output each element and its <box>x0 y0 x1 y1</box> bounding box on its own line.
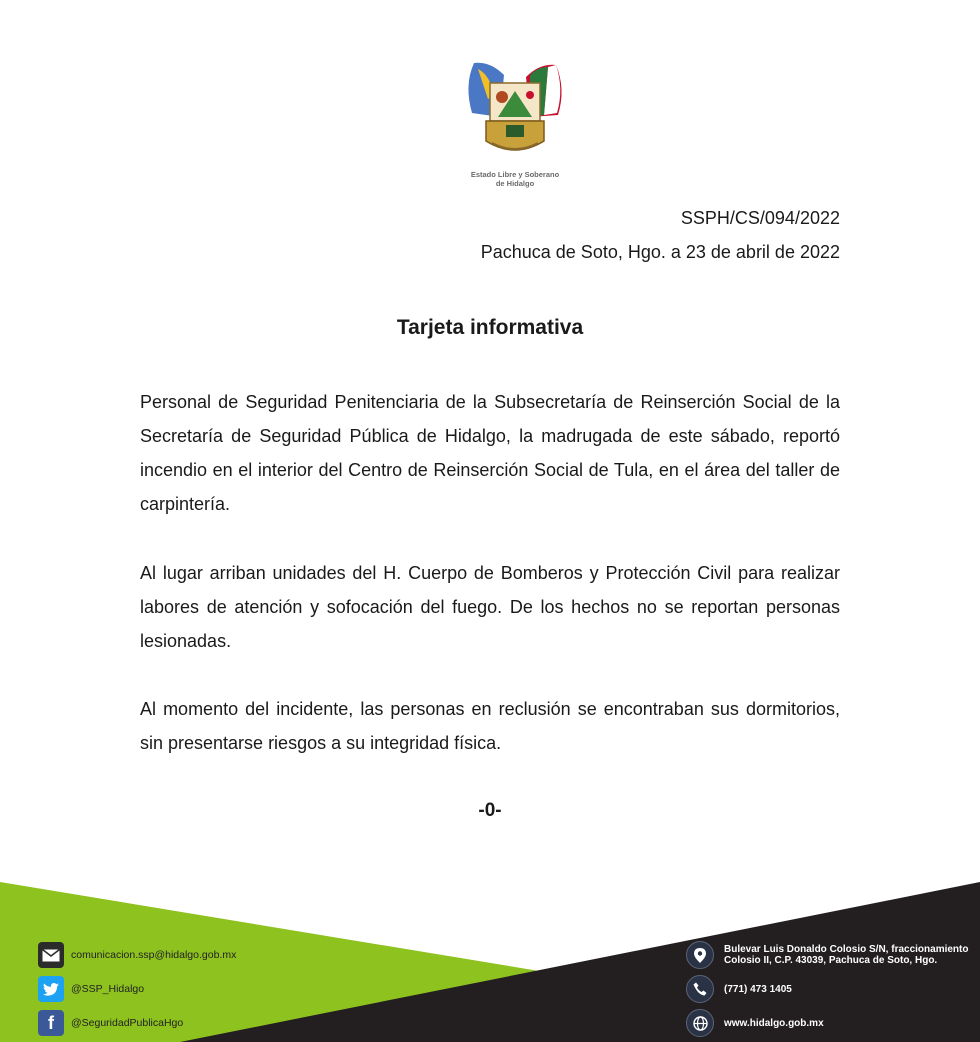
email-text: comunicacion.ssp@hidalgo.gob.mx <box>71 949 237 961</box>
facebook-contact[interactable] <box>38 1006 236 1040</box>
address-line1: Bulevar Luis Donaldo Colosio S/N, fraccionamiento <box>724 944 969 955</box>
logo-caption <box>455 170 575 188</box>
address-line2: Colosio II, C.P. 43039, Pachuca de Soto, Hgo. <box>724 955 938 966</box>
paragraph: Al momento del incidente, las personas en reclusión se encontraban sus dormitorios, sin presentarse riesgos a su integridad física. <box>140 699 840 753</box>
website-contact[interactable] <box>686 1006 968 1040</box>
email-contact[interactable] <box>38 938 236 972</box>
mail-icon <box>38 942 64 968</box>
phone-number: (771) 473 1405 <box>724 983 792 995</box>
phone-contact[interactable] <box>686 972 968 1006</box>
logo-caption-line1: Estado Libre y Soberano <box>470 170 560 179</box>
website-url: www.hidalgo.gob.mx <box>724 1017 824 1029</box>
facebook-handle: @SeguridadPublicaHgo <box>71 1017 184 1029</box>
twitter-icon <box>38 976 64 1002</box>
closing-mark: -0- <box>478 800 502 821</box>
coat-of-arms-icon <box>460 55 570 167</box>
facebook-icon: f <box>38 1010 64 1036</box>
coat-of-arms-logo <box>455 55 575 188</box>
location-icon <box>686 941 714 969</box>
footer-contacts-left <box>38 938 236 1040</box>
document-reference: SSPH/CS/094/2022 <box>680 208 840 228</box>
twitter-contact[interactable] <box>38 972 236 1006</box>
phone-icon <box>686 975 714 1003</box>
globe-icon <box>686 1009 714 1037</box>
paragraph: Personal de Seguridad Penitenciaria de la Subsecretaría de Reinserción Social de la Secretaría de Seguridad Pública de Hidalgo, la madrugada de este sábado, reportó incendio en el interior del Centro de Reinserción Social de Tula, en el área del taller de carpintería. <box>140 392 840 514</box>
place-date: Pachuca de Soto, Hgo. a 23 de abril de 2022 <box>480 242 840 262</box>
footer-contacts-right <box>686 938 968 1040</box>
address-text <box>724 944 968 966</box>
logo-caption-line2: de Hidalgo <box>495 179 535 188</box>
paragraph: Al lugar arriban unidades del H. Cuerpo de Bomberos y Protección Civil para realizar labores de atención y sofocación del fuego. De los hechos no se reportan personas lesionadas. <box>140 563 840 651</box>
document-title: Tarjeta informativa <box>396 316 584 339</box>
address-contact <box>686 938 968 972</box>
twitter-handle: @SSP_Hidalgo <box>71 983 145 995</box>
